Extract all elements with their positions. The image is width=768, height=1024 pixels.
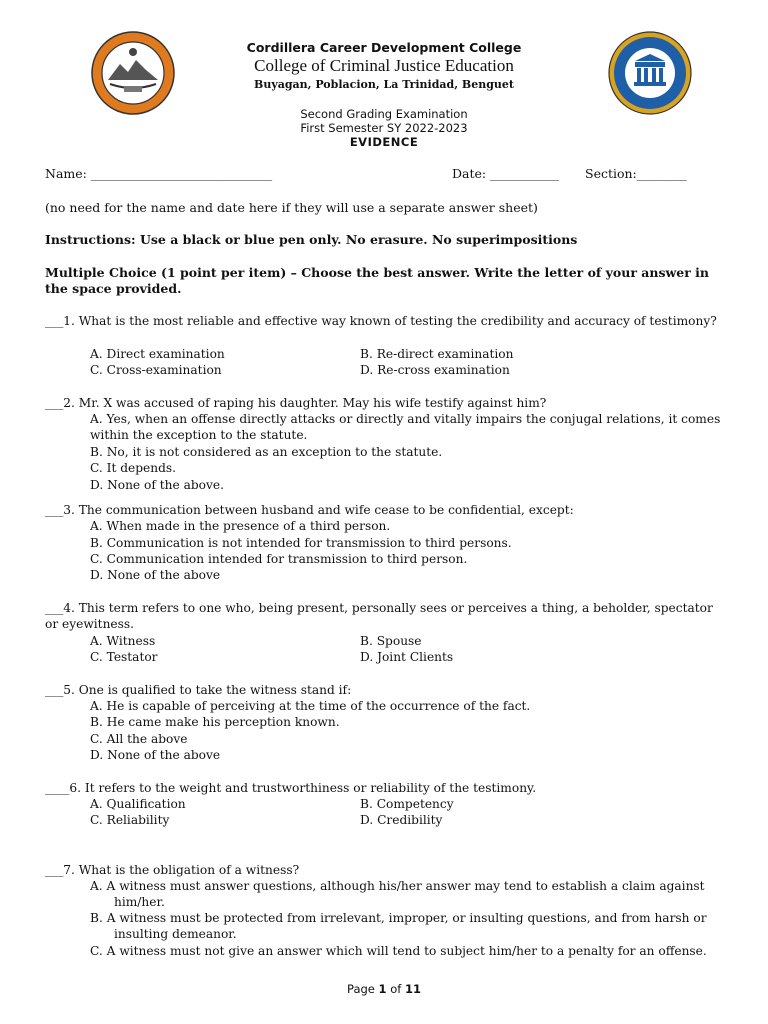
question-text: ___1. What is the most reliable and effective way known of testing the credibility and accuracy of testimony? [45,314,717,328]
option-b: B. Communication is not intended for transmission to third persons. [90,536,512,550]
option-c: C. Reliability [90,813,170,827]
mc-instructions-line-2: the space provided. [45,281,182,296]
question-5 [45,682,725,698]
question-text: ___4. This term refers to one who, being present, personally sees or perceives a thing, a beholder, spectator or eyewitness. [45,601,713,632]
option-b: B. Re-direct examination [360,347,514,361]
option-c: C. Communication intended for transmission to third person. [90,552,468,566]
question-7 [45,862,725,878]
subject-title: EVIDENCE [349,135,419,149]
option-a: A. A witness must answer questions, although his/her answer may tend to establish a claim against him/her. [90,879,705,910]
answer-sheet-note: (no need for the name and date here if they will use a separate answer sheet) [45,200,538,215]
criminal-justice-seal-logo [607,30,693,116]
option-d: D. None of the above. [90,478,224,492]
option-c: C. All the above [90,732,188,746]
option-a: A. Qualification [90,797,186,811]
instructions: Instructions: Use a black or blue pen only. No erasure. No superimpositions [45,232,578,247]
question-text: ___2. Mr. X was accused of raping his daughter. May his wife testify against him? [45,396,547,410]
exam-title: Second Grading Examination [300,107,468,121]
question-3 [45,502,725,518]
option-b: B. Spouse [360,634,422,648]
option-d: D. Re-cross examination [360,363,510,377]
option-a: A. He is capable of perceiving at the time of the occurrence of the fact. [90,699,531,713]
page-footer [0,982,768,996]
section-field[interactable]: Section:________ [585,166,687,181]
option-d: D. None of the above [90,748,221,762]
option-c: C. Cross-examination [90,363,222,377]
college-address: Buyagan, Poblacion, La Trinidad, Benguet [254,78,514,91]
question-text: ___5. One is qualified to take the witness stand if: [45,683,352,697]
date-field[interactable]: Date: ___________ [452,166,559,181]
option-d: D. None of the above [90,568,221,582]
mc-instructions-line-1: Multiple Choice (1 point per item) – Choose the best answer. Write the letter of your answer in [45,265,709,280]
question-text: ___3. The communication between husband and wife cease to be confidential, except: [45,503,574,517]
option-a: A. Witness [90,634,156,648]
option-a: A. Yes, when an offense directly attacks or directly and vitally impairs the conjugal relations, it comes within the exception to the statute. [90,412,721,443]
option-b: B. Competency [360,797,454,811]
option-c: C. A witness must not give an answer which will tend to subject him/her to a penalty for an offense. [90,944,707,958]
option-b: B. He came make his perception known. [90,715,340,729]
option-d: D. Credibility [360,813,443,827]
option-d: D. Joint Clients [360,650,454,664]
page-number: 1 [378,982,387,996]
college-name: College of Criminal Justice Education [254,56,514,75]
option-c: C. It depends. [90,461,177,475]
option-a: A. When made in the presence of a third person. [90,519,391,533]
question-6 [45,780,725,796]
question-4 [45,600,725,633]
option-a: A. Direct examination [90,347,225,361]
option-c: C. Testator [90,650,158,664]
of-label: of [390,982,402,996]
question-2 [45,395,725,411]
page-total: 11 [404,982,421,996]
question-text: ____6. It refers to the weight and trustworthiness or reliability of the testimony. [45,781,537,795]
question-text: ___7. What is the obligation of a witness? [45,863,300,877]
option-b: B. A witness must be protected from irrelevant, improper, or insulting questions, and from harsh or insulting demeanor. [90,911,707,942]
page-label: Page [347,982,375,996]
semester-label: First Semester SY 2022-2023 [300,121,468,135]
name-field[interactable]: Name: _____________________________ [45,166,273,181]
question-1 [45,313,725,329]
option-b: B. No, it is not considered as an exception to the statute. [90,445,443,459]
school-name: Cordillera Career Development College [246,40,522,55]
